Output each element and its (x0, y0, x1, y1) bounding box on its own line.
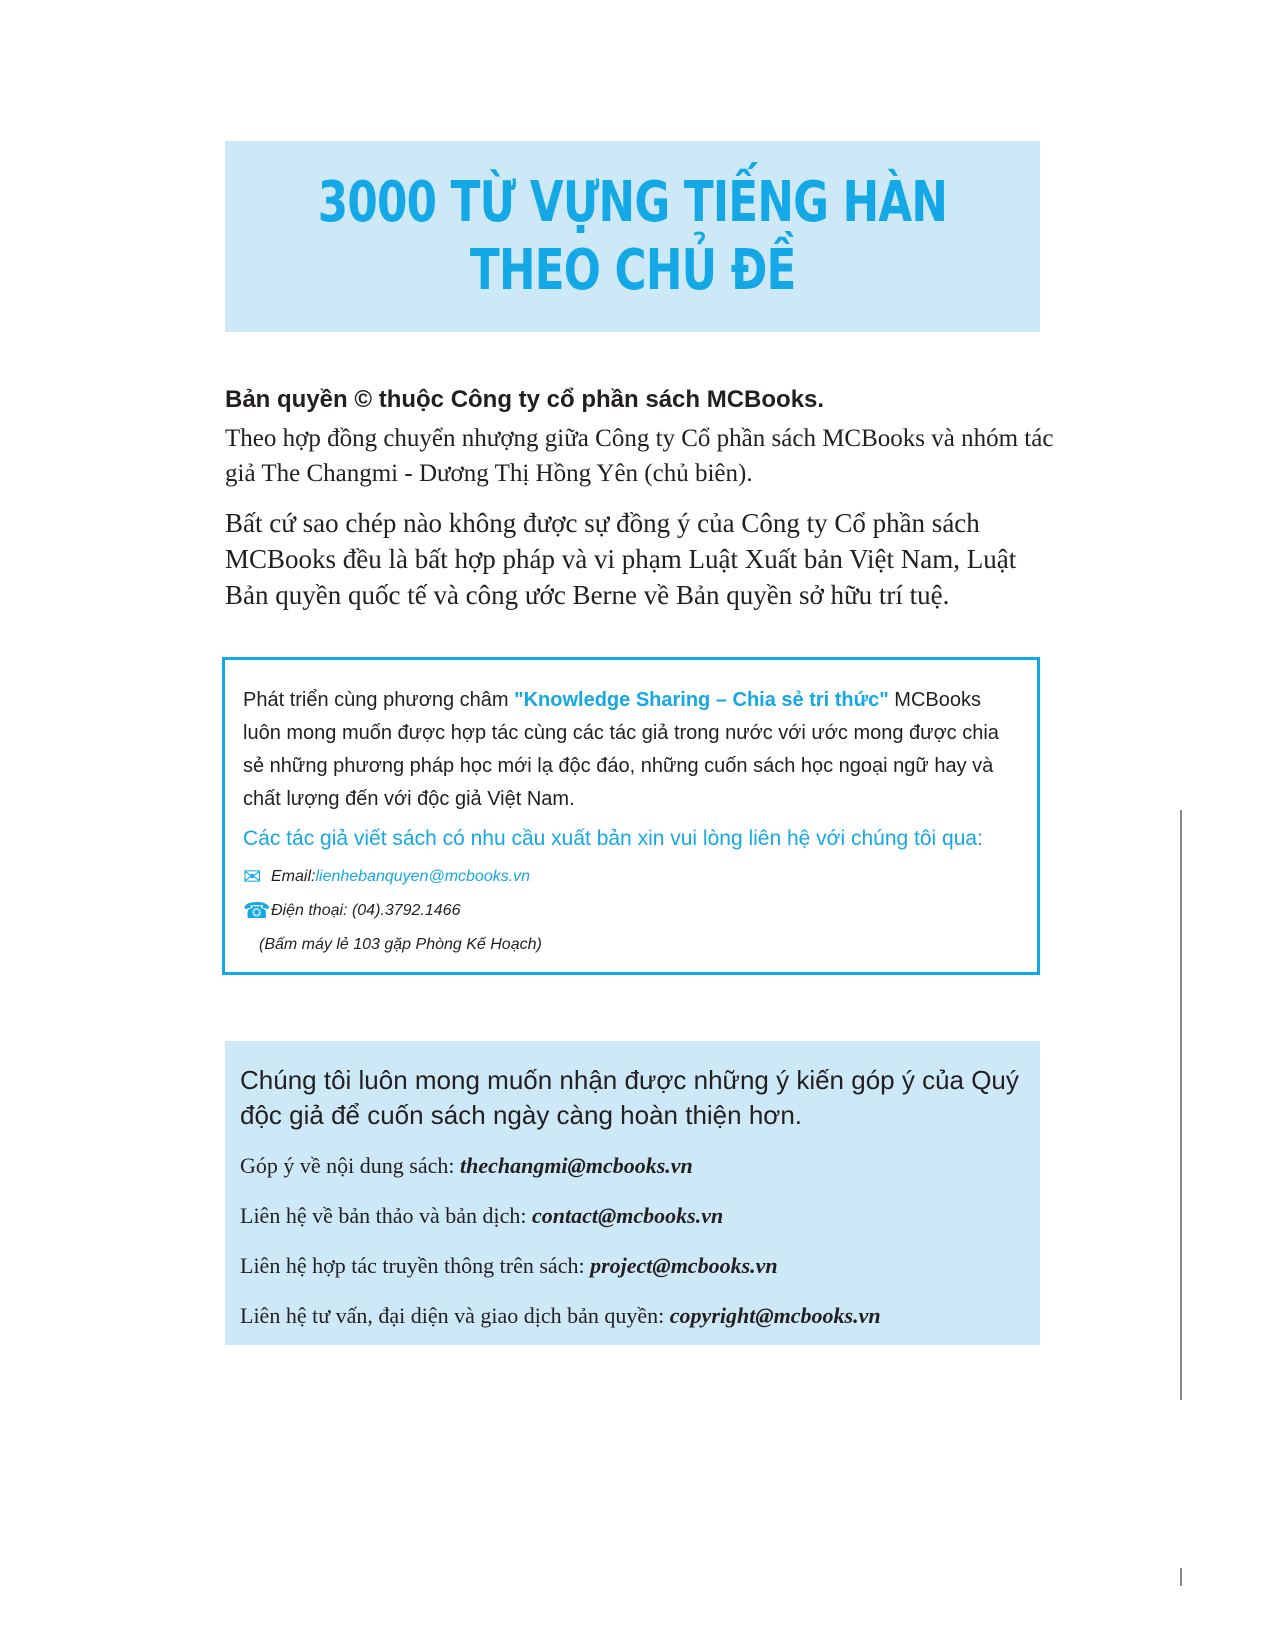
intro-before: Phát triển cùng phương châm (243, 689, 515, 711)
feedback-label: Liên hệ tư vấn, đại diện và giao dịch bản quyền: (240, 1303, 670, 1328)
copyright-warning: Bất cứ sao chép nào không được sự đồng ý của Công ty Cổ phần sách MCBooks đều là bất hợp pháp và vi phạm Luật Xuất bản Việt Nam, Luật Bản quyền quốc tế và công ước Berne về Bản quyền sở hữu trí tuệ. (225, 508, 1017, 610)
extension-note: (Bấm máy lẻ 103 gặp Phòng Kế Hoạch) (259, 936, 542, 953)
page-edge-mark (1180, 1568, 1182, 1586)
copyright-contract: Theo hợp đồng chuyển nhượng giữa Công ty Cổ phần sách MCBooks và nhóm tác giả The Changmi - Dương Thị Hồng Yên (chủ biên). (225, 425, 1054, 487)
feedback-row-content (240, 1141, 1025, 1191)
intro-after: MCBooks luôn mong muốn được hợp tác cùng các tác giả trong nước với ước mong được chia sẻ những phương pháp học mới lạ độc đáo, những cuốn sách học ngoại ngữ hay và chất lượng đến với độc giả Việt Nam. (243, 689, 999, 810)
book-title-line-2: THEO CHỦ ĐỀ (469, 237, 796, 303)
email-icon: ✉ (243, 864, 262, 889)
phone-icon: ☎ (243, 898, 271, 923)
email-link[interactable]: lienhebanquyen@mcbooks.vn (315, 868, 531, 885)
feedback-email[interactable]: thechangmi@mcbooks.vn (459, 1153, 693, 1178)
author-call-to-action: Các tác giả viết sách có nhu cầu xuất bản xin vui lòng liên hệ với chúng tôi qua: (243, 827, 983, 850)
feedback-email[interactable]: project@mcbooks.vn (590, 1253, 778, 1278)
author-contact-box (222, 657, 1040, 975)
feedback-intro: Chúng tôi luôn mong muốn nhận được những ý kiến góp ý của Quý độc giả để cuốn sách ngày càng hoàn thiện hơn. (240, 1065, 1019, 1130)
title-banner (225, 141, 1040, 332)
email-contact (243, 860, 1019, 894)
email-label: Email: (271, 868, 316, 885)
feedback-row-copyright (240, 1291, 1025, 1341)
motto: "Knowledge Sharing – Chia sẻ tri thức" (514, 689, 889, 711)
info-intro (243, 684, 1019, 816)
copyright-owner: Bản quyền © thuộc Công ty cổ phần sách MCBooks. (225, 386, 825, 413)
phone-number: Điện thoại: (04).3792.1466 (271, 902, 461, 919)
feedback-email[interactable]: copyright@mcbooks.vn (669, 1303, 881, 1328)
feedback-row-manuscript (240, 1191, 1025, 1241)
feedback-label: Liên hệ hợp tác truyền thông trên sách: (240, 1253, 591, 1278)
copyright-section (225, 383, 1055, 613)
feedback-email[interactable]: contact@mcbooks.vn (532, 1203, 724, 1228)
page-edge-mark (1180, 810, 1182, 1400)
feedback-label: Liên hệ về bản thảo và bản dịch: (240, 1203, 533, 1228)
book-title-line-1: 3000 TỪ VỰNG TIẾNG HÀN (317, 169, 948, 235)
feedback-label: Góp ý về nội dung sách: (240, 1153, 460, 1178)
feedback-box (225, 1041, 1040, 1345)
phone-contact (243, 894, 1019, 928)
feedback-row-media (240, 1241, 1025, 1291)
